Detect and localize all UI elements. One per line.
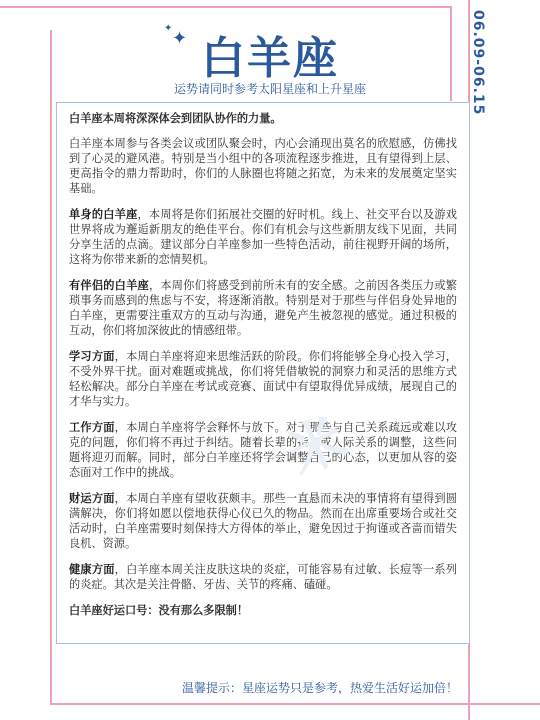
section-heading: 健康方面 [69,563,115,576]
footer-tip: 温馨提示：星座运势只是参考，热爱生活好运加倍！ [181,681,458,695]
section-text: ，白羊座本周关注皮肤这块的炎症，可能容易有过敏、长痘等一系列的炎症。其次是关注骨骼、牙齿、关节的疼痛、磕碰。 [69,563,457,591]
watermark: 米 [277,405,357,489]
section-study [69,349,457,409]
sparkle-small-icon: ✦ [164,23,173,34]
decorative-frame-top [0,6,450,8]
section-health [69,562,457,592]
section-heading: 工作方面 [69,421,115,434]
section-text: ，本周白羊座有望收获颇丰。那些一直悬而未决的事情将有望得到圆满解决，你们将如愿以偿地获得心仪已久的物品。然而在出席重要场合或社交活动时，白羊座需要时刻保持大方得体的举止，避免因过于拘谨或吝啬而错失良机、资源。 [69,492,457,550]
section-general [69,136,457,196]
section-text: 白羊座本周参与各类会议或团队聚会时，内心会涌现出莫名的欣慰感，仿佛找到了心灵的避风港。特别是当小组中的各项流程逐步推进，且有望得到上层、更高指令的鼎力帮助时，你们的人脉圈也将随之拓宽，为未来的发展奠定坚实基础。 [69,137,457,195]
horoscope-card [56,102,470,644]
section-text: ，本周白羊座将迎来思维活跃的阶段。你们将能够全身心投入学习，不受外界干扰。面对难题或挑战，你们将凭借敏锐的洞察力和灵活的思维方式轻松解决。部分白羊座在考试或竞赛、面试中有望取得优异成绩，展现自己的才华与实力。 [69,350,457,408]
section-finance [69,491,457,551]
decorative-frame-bottom [50,703,540,705]
section-heading: 有伴侣的白羊座 [69,279,149,292]
section-heading: 单身的白羊座 [69,208,138,221]
section-heading: 财运方面 [69,492,115,505]
section-heading: 学习方面 [69,350,115,363]
page-subtitle: 运势请同时参考太阳星座和上升星座 [173,82,366,96]
intro-text: 白羊座本周将深深体会到团队协作的力量。 [69,112,282,125]
section-work [69,420,457,480]
decorative-frame-left [50,30,52,705]
page-title: 白羊座 [201,33,339,84]
section-text: ，本周你们将感受到前所未有的安全感。之前因各类压力或繁琐事务而感到的焦虑与不安，将逐渐消散。特别是对于那些与伴侣身处异地的白羊座，更需要注重双方的互动与沟通，避免产生被忽视的感觉。通过积极的互动，你们将加深彼此的情感纽带。 [69,279,457,337]
section-text: ，本周将是你们拓展社交圈的好时机。线上、社交平台以及游戏世界将成为邂逅新朋友的绝佳平台。你们有机会与这些新朋友线下见面，共同分享生活的点滴。建议部分白羊座参加一些特色活动，前往视野开阔的场所，这将为你带来新的恋情契机。 [69,208,457,266]
sparkle-large-icon: ✦ [172,28,188,49]
date-range: 06.09-06.15 [470,10,486,116]
lucky-slogan: 白羊座好运口号：没有那么多限制！ [69,604,249,617]
section-text: ，本周白羊座将学会释怀与放下。对于那些与自己关系疏远或难以攻克的问题，你们将不再过于纠结。随着长辈的指点或人际关系的调整，这些问题将迎刃而解。同时，部分白羊座还将学会调整自己的心态，以更加从容的姿态面对工作中的挑战。 [69,421,457,479]
section-single [69,207,457,267]
section-partnered [69,278,457,338]
